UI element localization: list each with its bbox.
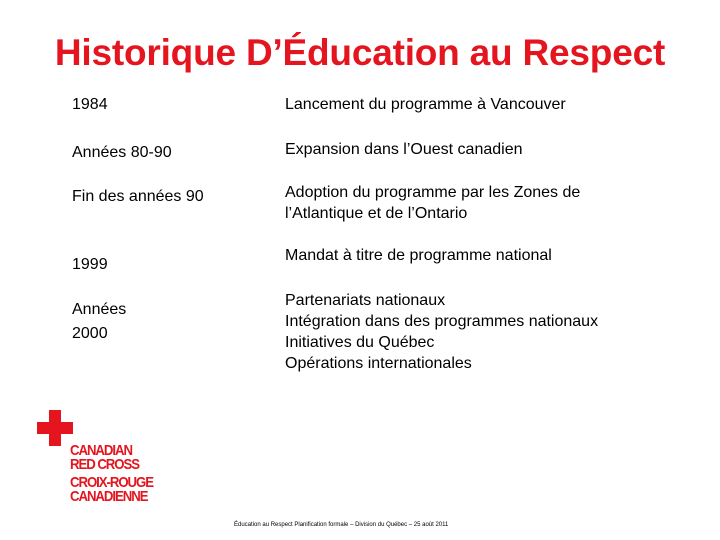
period-line: 1999 — [72, 256, 108, 273]
red-cross-logo — [70, 444, 167, 504]
description-line: Lancement du programme à Vancouver — [285, 96, 566, 113]
timeline-description — [285, 94, 705, 115]
description-line: Initiatives du Québec — [285, 334, 435, 351]
description-line: Adoption du programme par les Zones de — [285, 184, 581, 201]
timeline-period — [72, 298, 262, 346]
description-line: Partenariats nationaux — [285, 292, 446, 309]
period-line: 1984 — [72, 96, 108, 113]
description-line: Mandat à titre de programme national — [285, 247, 552, 264]
period-line: Fin des années 90 — [72, 188, 204, 205]
period-line: Années 80-90 — [72, 144, 172, 161]
timeline-description — [285, 290, 705, 374]
period-line: Années — [72, 301, 127, 318]
logo-line: CROIX-ROUGE — [70, 474, 153, 491]
timeline-description — [285, 182, 705, 224]
description-line: Expansion dans l’Ouest canadien — [285, 141, 523, 158]
timeline-description — [285, 245, 705, 266]
logo-line: CANADIENNE — [70, 488, 148, 505]
logo-line: RED CROSS — [70, 456, 139, 473]
timeline-description — [285, 139, 705, 160]
timeline-period — [72, 186, 262, 207]
period-line: 2000 — [72, 325, 108, 342]
description-line: l’Atlantique et de l’Ontario — [285, 205, 468, 222]
red-cross-icon — [37, 410, 73, 446]
page-title: Historique D’Éducation au Respect — [54, 32, 666, 73]
description-line: Intégration dans des programmes nationaux — [285, 313, 599, 330]
logo-line: CANADIAN — [70, 442, 132, 459]
timeline-period — [72, 254, 262, 275]
footer-text: Éducation au Respect Planification formale – Division du Québec – 25 août 2011 — [234, 522, 449, 528]
description-line: Opérations internationales — [285, 355, 472, 372]
timeline-period — [72, 142, 262, 163]
timeline-period — [72, 94, 262, 115]
